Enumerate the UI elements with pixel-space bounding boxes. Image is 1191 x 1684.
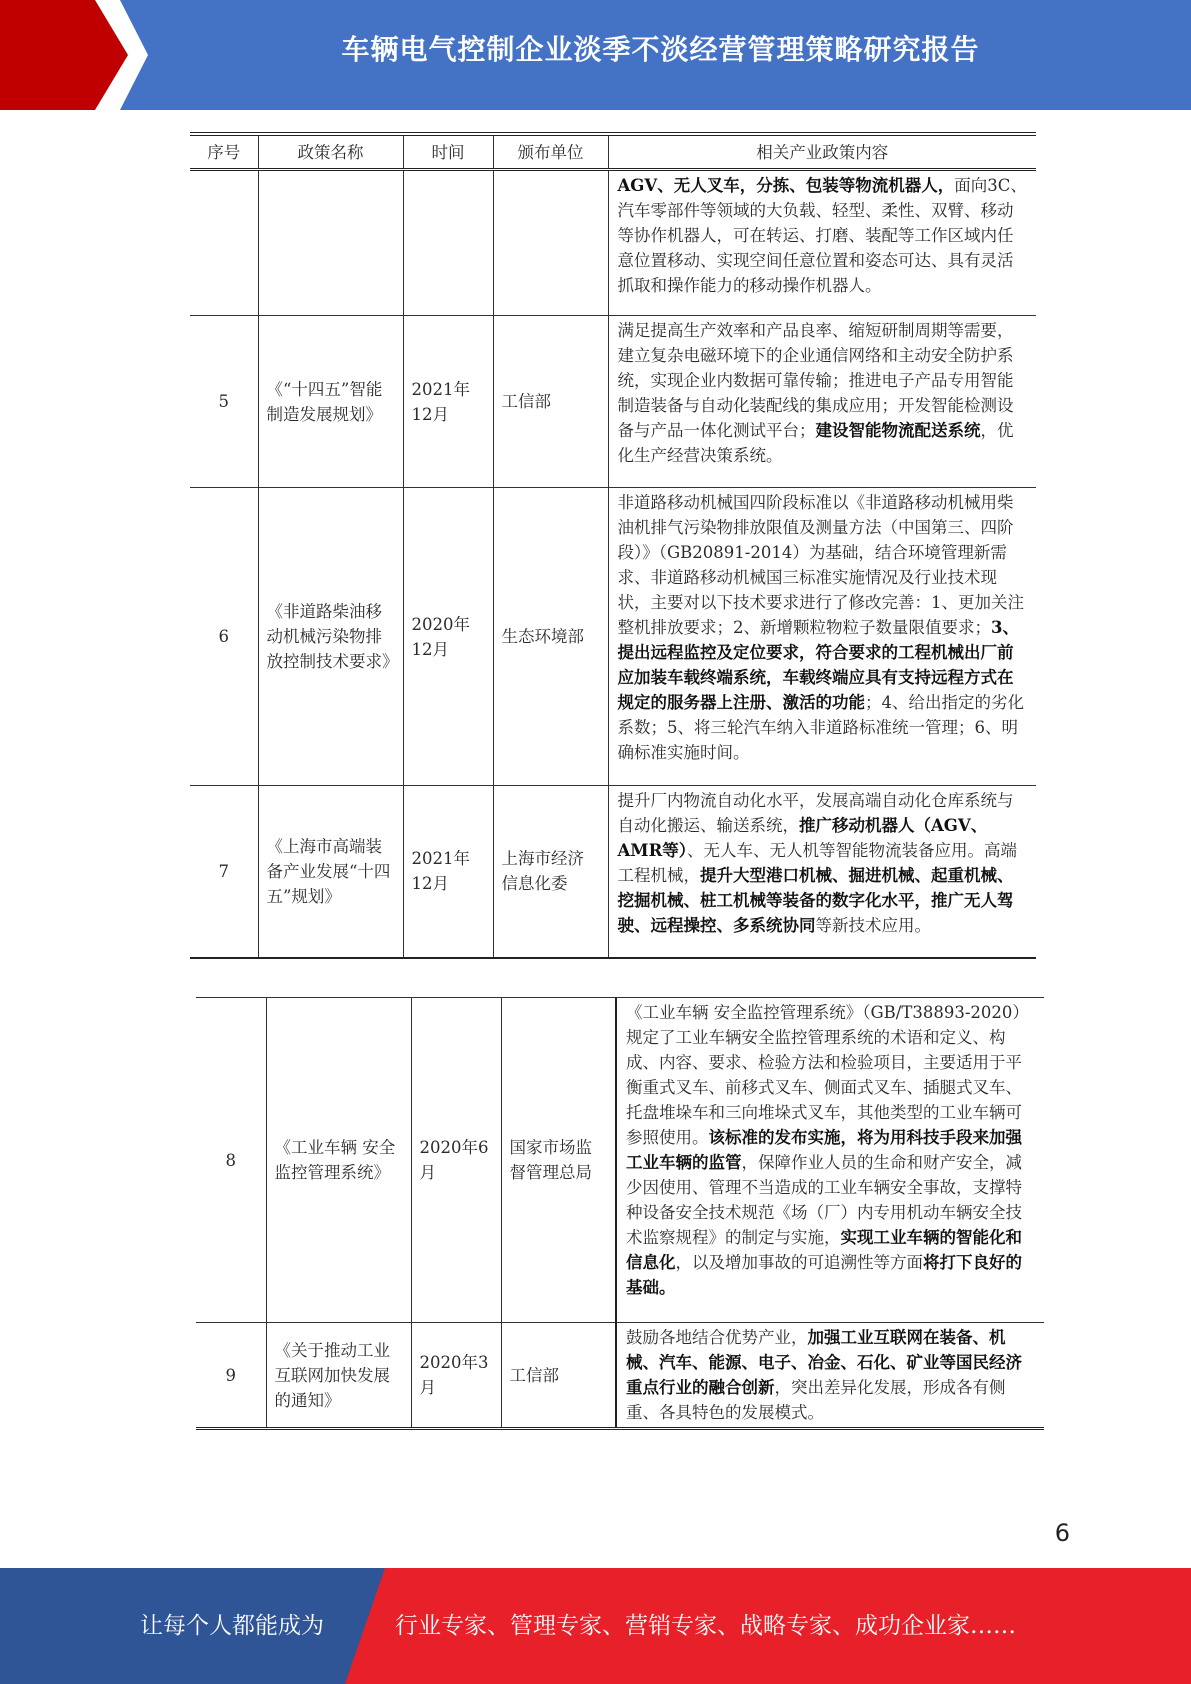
footer-slogan-right: 行业专家、管理专家、营销专家、战略专家、成功企业家…… bbox=[395, 1613, 1016, 1639]
content-fragment: 面向3C、汽车零部件等领域的大负载、轻型、柔性、双臂、移动等协作机器人，可在转运、打磨、装配等工作区域内任意位置移动、实现空间任意位置和姿态可达、具有灵活抓取和操作能力的移动操作机器人。 bbox=[617, 176, 1027, 295]
row-content bbox=[616, 998, 1044, 1323]
row-content bbox=[616, 1323, 1044, 1429]
row-no: 8 bbox=[196, 998, 266, 1323]
report-header bbox=[0, 0, 1191, 110]
row-no: 7 bbox=[190, 786, 258, 958]
row-time: 2020年6月 bbox=[411, 998, 501, 1323]
page-number: 6 bbox=[1054, 1519, 1070, 1547]
row-no: 9 bbox=[196, 1323, 266, 1429]
content-fragment: 非道路移动机械国四阶段标准以《非道路移动机械用柴油机排气污染物排放限值及测量方法（中国第三、四阶段）》（GB20891-2014）为基础，结合环境管理新需求、非道路移动机械国三标准实施情况及行业技术现状，主要对以下技术要求进行了修改完善：1、更加关注整机排放要求；2、新增颗粒物粒子数量限值要求； bbox=[617, 493, 1024, 637]
row-org bbox=[493, 170, 608, 316]
row-content bbox=[608, 488, 1036, 786]
content-fragment: 实现工业车辆的智能化和信息化 bbox=[626, 1228, 1022, 1272]
col-header-content: 相关产业政策内容 bbox=[608, 134, 1036, 170]
row-content bbox=[608, 170, 1036, 316]
row-org: 生态环境部 bbox=[493, 488, 608, 786]
content-fragment: ，优化生产经营决策系统。 bbox=[617, 421, 1014, 465]
row-no: 6 bbox=[190, 488, 258, 786]
content-fragment: 提升大型港口机械、掘进机械、起重机械、挖掘机械、桩工机械等装备的数字化水平，推广无人驾驶、远程操控、多系统协同 bbox=[617, 866, 1014, 935]
row-time: 2020年3月 bbox=[411, 1323, 501, 1429]
content-fragment: 、无人车、无人机等智能物流装备应用。高端工程机械， bbox=[617, 841, 1018, 885]
content-fragment: 推广移动机器人（AGV、AMR等） bbox=[617, 816, 988, 860]
row-policy: 《上海市高端装备产业发展“十四五”规划》 bbox=[258, 786, 403, 958]
report-title: 车辆电气控制企业淡季不淡经营管理策略研究报告 bbox=[341, 33, 980, 66]
row-no bbox=[190, 170, 258, 316]
row-time: 2020年12月 bbox=[403, 488, 493, 786]
table-row bbox=[190, 786, 1036, 958]
content-fragment: ，以及增加事故的可追溯性等方面 bbox=[675, 1253, 923, 1272]
content-fragment: 加强工业互联网在装备、机械、汽车、能源、电子、冶金、石化、矿业等国民经济重点行业的融合创新 bbox=[626, 1328, 1022, 1397]
table-row bbox=[196, 998, 1044, 1323]
content-fragment: 该标准的发布实施，将为用科技手段来加强工业车辆的监管 bbox=[626, 1128, 1022, 1172]
row-org: 工信部 bbox=[501, 1323, 616, 1429]
col-header-time: 时间 bbox=[403, 134, 493, 170]
row-org: 工信部 bbox=[493, 316, 608, 488]
report-footer bbox=[0, 1568, 1191, 1684]
row-time: 2021年12月 bbox=[403, 316, 493, 488]
content-fragment: 满足提高生产效率和产品良率、缩短研制周期等需要，建立复杂电磁环境下的企业通信网络和主动安全防护系统，实现企业内数据可靠传输；推进电子产品专用智能制造装备与自动化装配线的集成应用；开发智能检测设备与产品一体化测试平台； bbox=[617, 321, 1014, 440]
row-policy: 《工业车辆 安全监控管理系统》 bbox=[266, 998, 411, 1323]
table-header-row bbox=[190, 134, 1036, 170]
footer-slogan-left: 让每个人都能成为 bbox=[140, 1613, 324, 1639]
row-content bbox=[608, 786, 1036, 958]
row-no: 5 bbox=[190, 316, 258, 488]
content-fragment: ；4、给出指定的劣化系数；5、将三轮汽车纳入非道路标准统一管理；6、明确标准实施时间。 bbox=[617, 693, 1024, 762]
table-row bbox=[196, 1323, 1044, 1429]
row-policy: 《关于推动工业互联网加快发展的通知》 bbox=[266, 1323, 411, 1429]
content-fragment: 3、提出远程监控及定位要求，符合要求的工程机械出厂前应加装车载终端系统，车载终端应具有支持远程方式在规定的服务器上注册、激活的功能 bbox=[617, 618, 1019, 712]
content-fragment: 建设智能物流配送系统 bbox=[815, 421, 981, 440]
row-org: 国家市场监督管理总局 bbox=[501, 998, 616, 1323]
table-row bbox=[190, 316, 1036, 488]
row-policy: 《非道路柴油移动机械污染物排放控制技术要求》 bbox=[258, 488, 403, 786]
content-fragment: ，突出差异化发展，形成各有侧重、各具特色的发展模式。 bbox=[626, 1378, 1006, 1422]
col-header-policy: 政策名称 bbox=[258, 134, 403, 170]
row-time: 2021年12月 bbox=[403, 786, 493, 958]
row-policy: 《“十四五”智能制造发展规划》 bbox=[258, 316, 403, 488]
row-org: 上海市经济信息化委 bbox=[493, 786, 608, 958]
content-fragment: ，保障作业人员的生命和财产安全，减少因使用、管理不当造成的工业车辆安全事故，支撑特种设备安全技术规范《场（厂）内专用机动车辆安全技术监察规程》的制定与实施， bbox=[626, 1153, 1022, 1247]
content-fragment: AGV、无人叉车，分拣、包装等物流机器人， bbox=[617, 176, 955, 195]
table-row bbox=[190, 488, 1036, 786]
col-header-org: 颁布单位 bbox=[493, 134, 608, 170]
content-fragment: 《工业车辆 安全监控管理系统》（GB/T38893-2020）规定了工业车辆安全监控管理系统的术语和定义、构成、内容、要求、检验方法和检验项目，主要适用于平衡重式叉车、前移式叉车、侧面式叉车、插腿式叉车、托盘堆垛车和三向堆垛式叉车，其他类型的工业车辆可参照使用。 bbox=[626, 1003, 1029, 1147]
row-policy bbox=[258, 170, 403, 316]
policy-table bbox=[190, 132, 1036, 959]
content-fragment: 提升厂内物流自动化水平，发展高端自动化仓库系统与自动化搬运、输送系统， bbox=[617, 791, 1014, 835]
col-header-no: 序号 bbox=[190, 134, 258, 170]
content-fragment: 鼓励各地结合优势产业， bbox=[626, 1328, 808, 1347]
table-row bbox=[190, 170, 1036, 316]
policy-table-continued bbox=[196, 997, 1044, 1430]
content-fragment: 将打下良好的基础。 bbox=[626, 1253, 1022, 1297]
row-time bbox=[403, 170, 493, 316]
content-fragment: 等新技术应用。 bbox=[815, 916, 931, 935]
row-content bbox=[608, 316, 1036, 488]
